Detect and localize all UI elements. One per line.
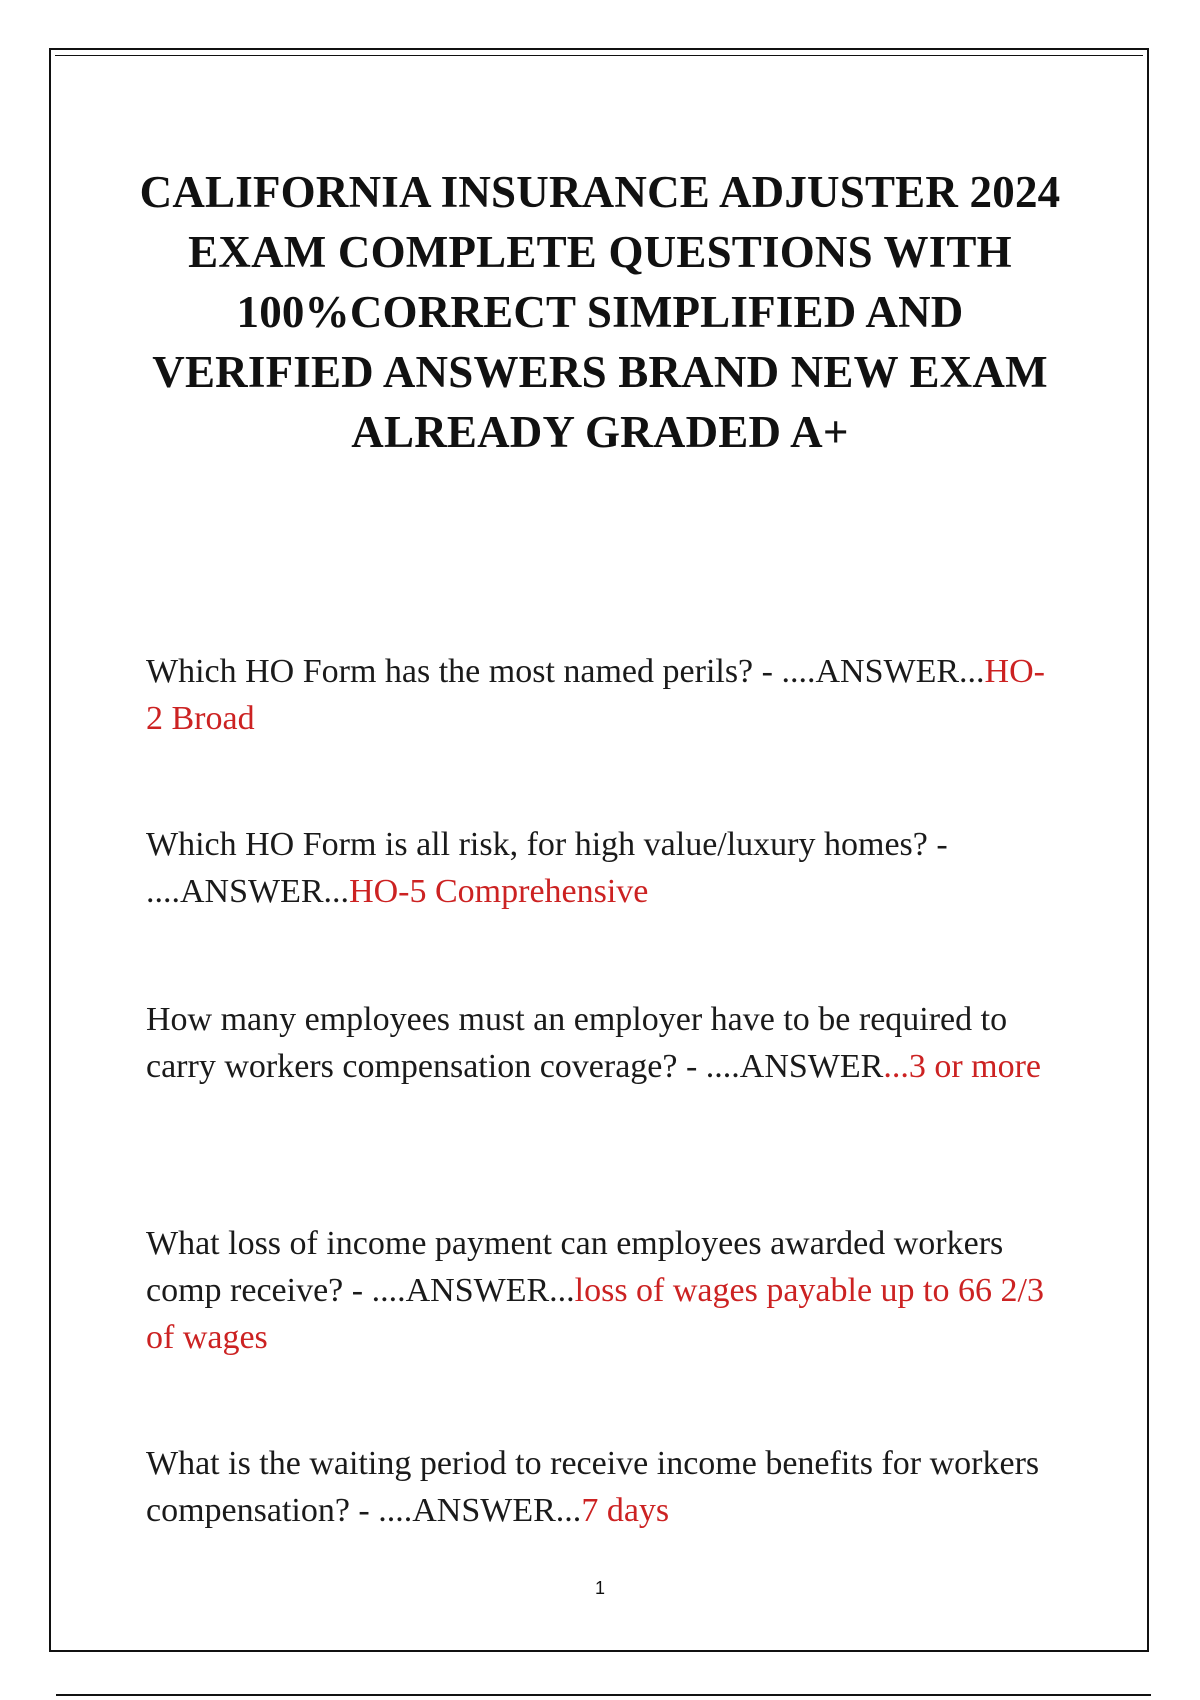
answer-text: loss of wages payable up to 66 2/3 of wages <box>146 1272 1044 1356</box>
question-text: Which HO Form is all risk, for high value/luxury homes? - ....ANSWER... <box>146 826 948 910</box>
next-page-top-rule <box>56 1694 1151 1696</box>
qa-item-3 <box>146 996 1056 1090</box>
qa-item-2 <box>146 821 1056 915</box>
question-text: How many employees must an employer have to be required to carry workers compensation coverage? - ....ANSWER <box>146 1001 1008 1085</box>
answer-text: 7 days <box>581 1492 670 1529</box>
qa-item-1 <box>146 648 1056 742</box>
question-text: Which HO Form has the most named perils? - ....ANSWER... <box>146 653 985 690</box>
page-border-inner-rule <box>55 55 1143 56</box>
qa-item-4 <box>146 1220 1056 1361</box>
answer-text: HO-5 Comprehensive <box>349 873 649 910</box>
question-text: What is the waiting period to receive income benefits for workers compensation? - ....ANSWER... <box>146 1445 1040 1529</box>
document-title: CALIFORNIA INSURANCE ADJUSTER 2024 EXAM COMPLETE QUESTIONS WITH 100%CORRECT SIMPLIFIED AND VERIFIED ANSWERS BRAND NEW EXAM ALREADY GRADED A+ <box>139 167 1061 457</box>
question-text: What loss of income payment can employees awarded workers comp receive? - ....ANSWER... <box>146 1225 1004 1309</box>
answer-text: HO-2 Broad <box>146 653 1045 737</box>
page-number: 1 <box>594 1578 605 1598</box>
qa-item-5 <box>146 1440 1056 1534</box>
answer-text: ...3 or more <box>883 1048 1042 1085</box>
